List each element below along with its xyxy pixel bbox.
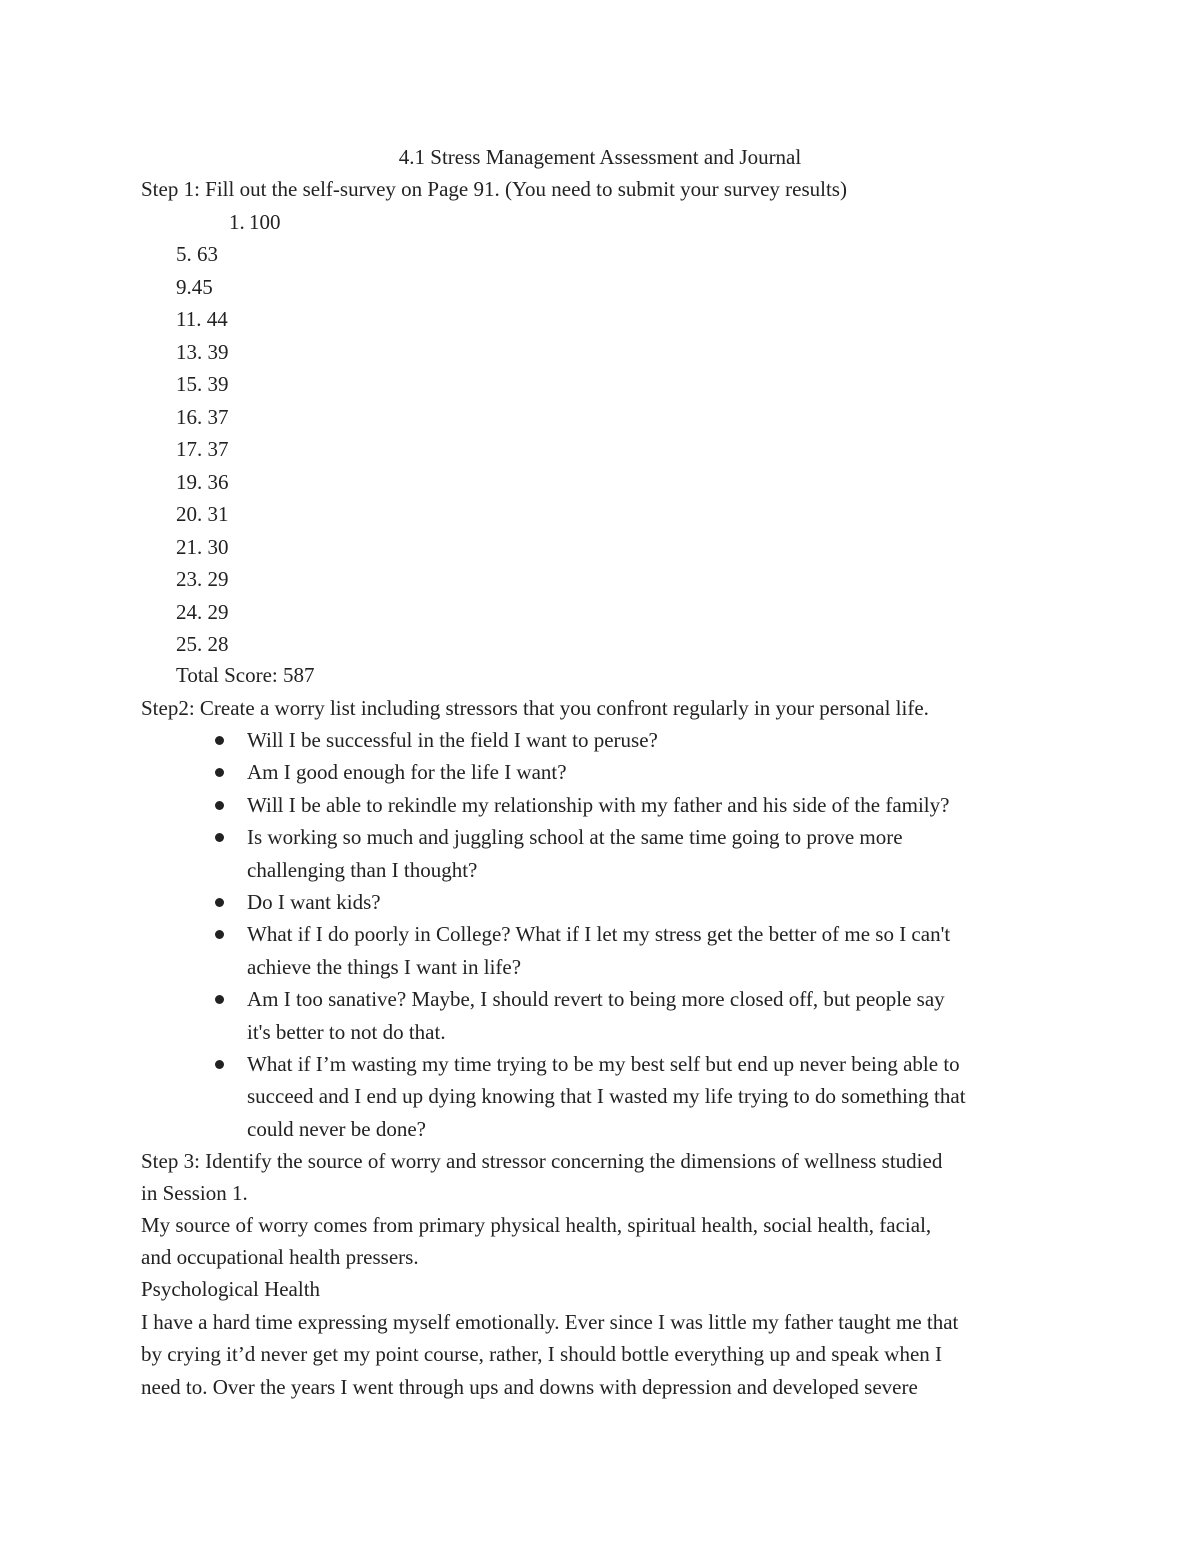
score-item: 13. 39 (176, 339, 229, 364)
worry-item-line: it's better to not do that. (247, 1019, 446, 1044)
worry-item-line: Do I want kids? (247, 890, 381, 914)
bullet-icon (215, 801, 224, 810)
source-line2: and occupational health pressers. (141, 1245, 419, 1269)
paragraph-line1: I have a hard time expressing myself emotionally. Ever since I was little my father taught me that (141, 1310, 959, 1334)
bullet-icon (215, 736, 224, 745)
score-item: 25. 28 (176, 632, 229, 656)
worry-item-line: Is working so much and juggling school at the same time going to prove more (247, 825, 903, 850)
worry-item-line: Am I too sanative? Maybe, I should revert to being more closed off, but people say (247, 987, 945, 1012)
score-item: 20. 31 (176, 502, 229, 526)
worry-item-line: could never be done? (247, 1116, 427, 1141)
psychological-health-heading: Psychological Health (141, 1277, 321, 1301)
worry-item-line: succeed and I end up dying knowing that I wasted my life trying to do something that (247, 1084, 966, 1109)
step1-heading: Step 1: Fill out the self-survey on Page 91. (You need to submit your survey results) (141, 177, 847, 201)
worry-item-line: Will I be successful in the field I want to peruse? (247, 728, 658, 752)
step3-heading-line1: Step 3: Identify the source of worry and stressor concerning the dimensions of wellness studied (141, 1149, 943, 1173)
score-item: 15. 39 (176, 372, 229, 396)
worry-item-line: What if I’m wasting my time trying to be my best self but end up never being able to (247, 1052, 960, 1076)
paragraph-line2: by crying it’d never get my point course, rather, I should bottle everything up and speak when I (141, 1342, 943, 1366)
bullet-icon (215, 768, 224, 777)
step2-heading: Step2: Create a worry list including stressors that you confront regularly in your personal life. (141, 696, 929, 720)
bullet-icon (215, 898, 224, 907)
score-item: 9.45 (176, 274, 213, 299)
bullet-icon (215, 930, 224, 939)
paragraph-line3: need to. Over the years I went through ups and downs with depression and developed severe (141, 1375, 918, 1399)
bullet-icon (215, 833, 224, 842)
worry-item-line: Am I good enough for the life I want? (247, 760, 567, 785)
score-list-value: 100 (249, 210, 281, 234)
score-item: 16. 37 (176, 404, 229, 429)
bullet-icon (215, 995, 224, 1004)
score-item: 5. 63 (176, 242, 218, 266)
score-item: 21. 30 (176, 534, 229, 559)
source-line1: My source of worry comes from primary physical health, spiritual health, social health, facial, (141, 1213, 932, 1237)
score-item: 19. 36 (176, 469, 229, 494)
total-score: Total Score: 587 (176, 663, 315, 687)
score-item: 24. 29 (176, 599, 229, 624)
worry-item-line: challenging than I thought? (247, 857, 478, 882)
score-item: 17. 37 (176, 437, 229, 461)
bullet-icon (215, 1060, 224, 1069)
worry-item-line: What if I do poorly in College? What if I let my stress get the better of me so I can't (247, 922, 951, 947)
worry-item-line: achieve the things I want in life? (247, 954, 522, 979)
step3-heading-line2: in Session 1. (141, 1181, 248, 1205)
score-item: 11. 44 (176, 307, 228, 331)
document-title: 4.1 Stress Management Assessment and Journal (398, 145, 802, 169)
score-item: 23. 29 (176, 567, 229, 591)
score-list-number: 1. (229, 210, 245, 234)
worry-item-line: Will I be able to rekindle my relationship with my father and his side of the family? (247, 792, 950, 817)
